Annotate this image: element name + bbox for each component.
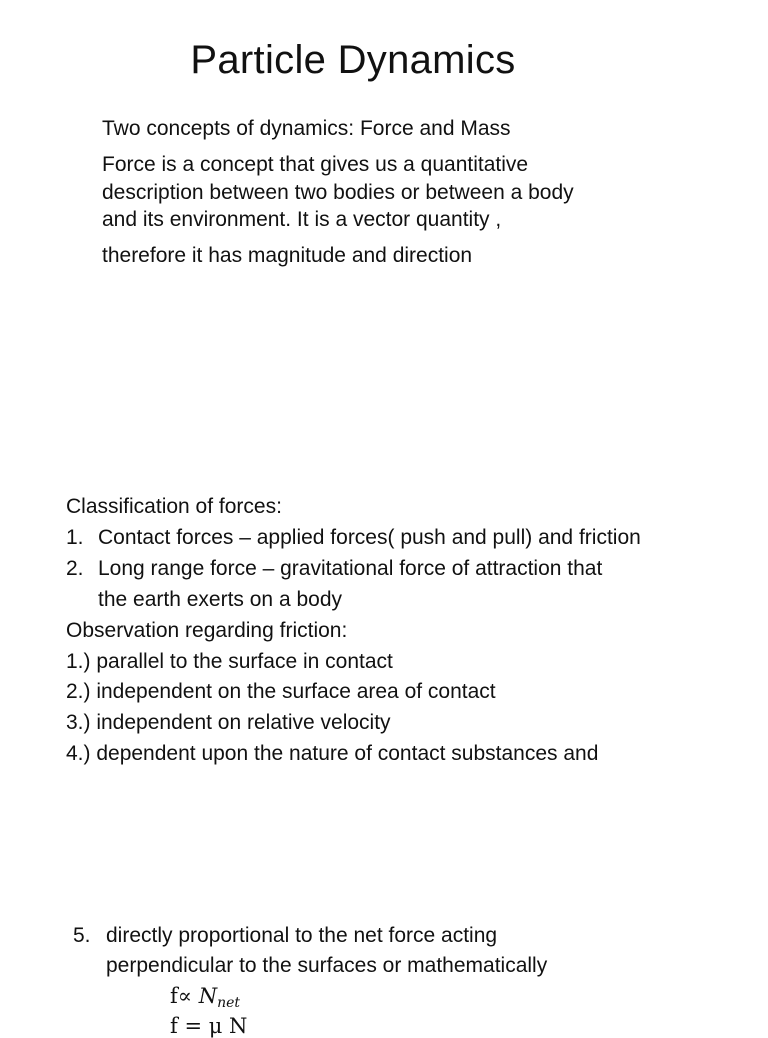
intro-concepts-line: Two concepts of dynamics: Force and Mass — [102, 117, 511, 140]
item-number: 1. — [66, 526, 84, 549]
friction-observation-5 — [73, 923, 497, 949]
formula-normal-force: N — [198, 984, 218, 1008]
item-number: 2. — [66, 557, 84, 580]
friction-formula-cut-off: f = μ N — [170, 1014, 248, 1038]
item-text: Contact forces – applied forces( push and pull) and friction — [98, 526, 641, 549]
item-number: 5. — [73, 924, 91, 947]
classification-item-2 — [66, 556, 602, 582]
item-text: directly proportional to the net force acting — [106, 924, 498, 947]
friction-observation-5-continuation: perpendicular to the surfaces or mathematically — [106, 954, 548, 977]
friction-observation-1: 1.) parallel to the surface in contact — [66, 650, 393, 673]
classification-heading: Classification of forces: — [66, 495, 282, 518]
proportionality-formula — [170, 984, 240, 1011]
classification-item-2-continuation: the earth exerts on a body — [98, 588, 342, 611]
item-text: Long range force – gravitational force of attraction that — [98, 557, 603, 580]
formula-f: f — [170, 984, 178, 1008]
force-definition-line-4: therefore it has magnitude and direction — [102, 244, 473, 267]
force-definition-line-3: and its environment. It is a vector quantity , — [102, 208, 502, 231]
friction-observation-3: 3.) independent on relative velocity — [66, 711, 391, 734]
formula-subscript: net — [217, 995, 240, 1011]
force-definition-line-2: description between two bodies or between a body — [102, 181, 574, 204]
friction-heading: Observation regarding friction: — [66, 619, 348, 642]
classification-item-1 — [66, 525, 641, 551]
friction-observation-4: 4.) dependent upon the nature of contact substances and — [66, 742, 599, 765]
page-title: Particle Dynamics — [190, 38, 516, 82]
force-definition-line-1: Force is a concept that gives us a quantitative — [102, 153, 529, 176]
friction-observation-2: 2.) independent on the surface area of contact — [66, 680, 496, 703]
proportional-symbol: ∝ — [177, 984, 192, 1008]
